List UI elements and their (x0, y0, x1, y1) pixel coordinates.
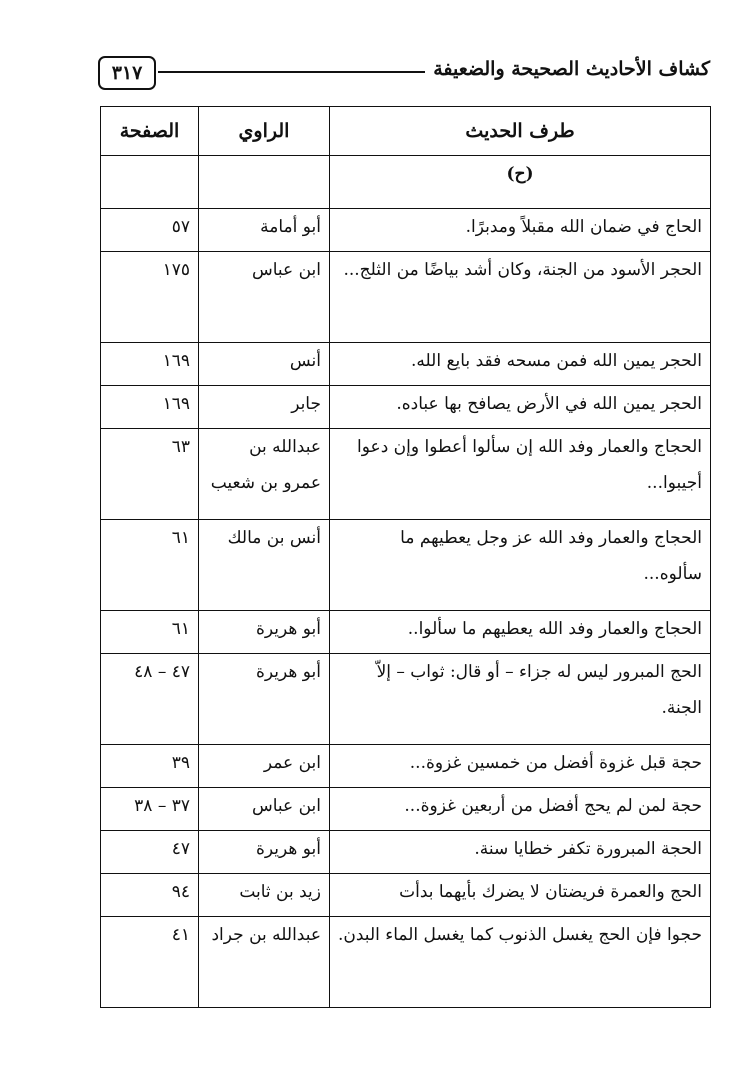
hadith-cell: حجوا فإن الحج يغسل الذنوب كما يغسل الماء البدن. (330, 917, 711, 1008)
hadith-cell: الحجر الأسود من الجنة، وكان أشد بياضًا من الثلج... (330, 252, 711, 343)
hadith-index-table (100, 106, 711, 1008)
hadith-cell: الحجاج والعمار وفد الله يعطيهم ما سألوا.. (330, 611, 711, 654)
table-row (101, 654, 711, 745)
empty-cell (199, 156, 330, 209)
narrator-cell: عبدالله بن عمرو بن شعيب (199, 429, 330, 520)
section-letter: (ح) (330, 156, 711, 209)
narrator-cell: أبو هريرة (199, 611, 330, 654)
table-row (101, 611, 711, 654)
table-row (101, 429, 711, 520)
page-cell: ٣٩ (101, 745, 199, 788)
table-row (101, 209, 711, 252)
page-cell: ٤٧ (101, 831, 199, 874)
narrator-cell: ابن عمر (199, 745, 330, 788)
narrator-cell: جابر (199, 386, 330, 429)
table-header-row (101, 107, 711, 156)
narrator-cell: عبدالله بن جراد (199, 917, 330, 1008)
narrator-cell: أنس بن مالك (199, 520, 330, 611)
page-number: ٣١٧ (98, 56, 156, 90)
column-header-narrator: الراوي (199, 107, 330, 156)
page-title: كشاف الأحاديث الصحيحة والضعيفة (425, 58, 710, 80)
table-row (101, 917, 711, 1008)
page-cell: ١٦٩ (101, 343, 199, 386)
page-cell: ٤١ (101, 917, 199, 1008)
empty-cell (101, 156, 199, 209)
hadith-cell: الحج المبرور ليس له جزاء – أو قال: ثواب – إلاّ الجنة. (330, 654, 711, 745)
hadith-cell: الحجاج والعمار وفد الله إن سألوا أعطوا وإن دعوا أجيبوا... (330, 429, 711, 520)
table-row (101, 745, 711, 788)
table-row (101, 831, 711, 874)
page-cell: ٦٣ (101, 429, 199, 520)
table-row (101, 520, 711, 611)
column-header-hadith: طرف الحديث (330, 107, 711, 156)
hadith-cell: حجة قبل غزوة أفضل من خمسين غزوة... (330, 745, 711, 788)
header-rule (158, 71, 460, 73)
narrator-cell: أبو هريرة (199, 654, 330, 745)
page-cell: ٩٤ (101, 874, 199, 917)
page-cell: ٦١ (101, 520, 199, 611)
hadith-cell: الحاج في ضمان الله مقبلاً ومدبرًا. (330, 209, 711, 252)
column-header-page: الصفحة (101, 107, 199, 156)
table-row (101, 788, 711, 831)
narrator-cell: زيد بن ثابت (199, 874, 330, 917)
table-row (101, 874, 711, 917)
narrator-cell: ابن عباس (199, 252, 330, 343)
page-cell: ٦١ (101, 611, 199, 654)
narrator-cell: أبو هريرة (199, 831, 330, 874)
hadith-cell: الحجر يمين الله في الأرض يصافح بها عباده. (330, 386, 711, 429)
page-cell: ٣٧ – ٣٨ (101, 788, 199, 831)
narrator-cell: أنس (199, 343, 330, 386)
table-row (101, 343, 711, 386)
page-cell: ١٧٥ (101, 252, 199, 343)
narrator-cell: أبو أمامة (199, 209, 330, 252)
narrator-cell: ابن عباس (199, 788, 330, 831)
hadith-cell: الحج والعمرة فريضتان لا يضرك بأيهما بدأت (330, 874, 711, 917)
page-cell: ٥٧ (101, 209, 199, 252)
table-row (101, 252, 711, 343)
hadith-cell: الحجر يمين الله فمن مسحه فقد بايع الله. (330, 343, 711, 386)
hadith-cell: الحجة المبرورة تكفر خطايا سنة. (330, 831, 711, 874)
page-header (98, 56, 710, 90)
hadith-cell: الحجاج والعمار وفد الله عز وجل يعطيهم ما سألوه... (330, 520, 711, 611)
hadith-cell: حجة لمن لم يحج أفضل من أربعين غزوة... (330, 788, 711, 831)
page-cell: ١٦٩ (101, 386, 199, 429)
section-letter-row (101, 156, 711, 209)
page-cell: ٤٧ – ٤٨ (101, 654, 199, 745)
table-row (101, 386, 711, 429)
